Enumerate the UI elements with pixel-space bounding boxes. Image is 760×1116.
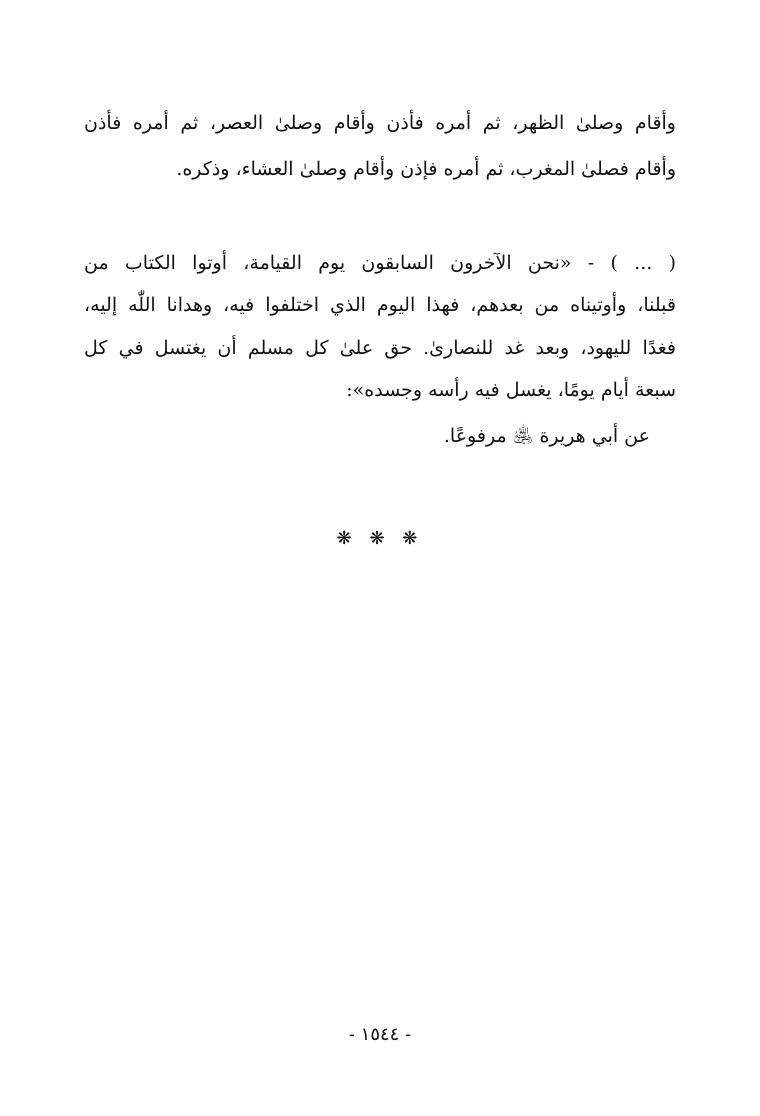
section-separator: ❋ ❋ ❋ — [336, 528, 424, 549]
page-number: - ١٥٤٤ - — [348, 1024, 412, 1045]
text-line: فغدًا لليهود، وبعد غد للنصارىٰ. حق علىٰ كل مسلم أن يغتسل في كل — [84, 337, 676, 359]
text-line: ( ... ) - «نحن الآخرون السابقون يوم القيامة، أوتوا الكتاب من — [84, 252, 676, 274]
text-line: وأقام وصلىٰ الظهر، ثم أمره فأذن وأقام وصلىٰ العصر، ثم أمره فأذن — [84, 112, 676, 134]
text-line: وأقام فصلىٰ المغرب، ثم أمره فإذن وأقام وصلىٰ العشاء، وذكره. — [176, 158, 676, 180]
text-line: قبلنا، وأوتيناه من بعدهم، فهذا اليوم الذي اختلفوا فيه، وهدانا اللّٰه إليه، — [84, 294, 676, 316]
attribution-line: عن أبي هريرة ﵁ مرفوعًا. — [443, 425, 650, 447]
text-line: سبعة أيام يومًا، يغسل فيه رأسه وجسده»: — [346, 379, 676, 401]
